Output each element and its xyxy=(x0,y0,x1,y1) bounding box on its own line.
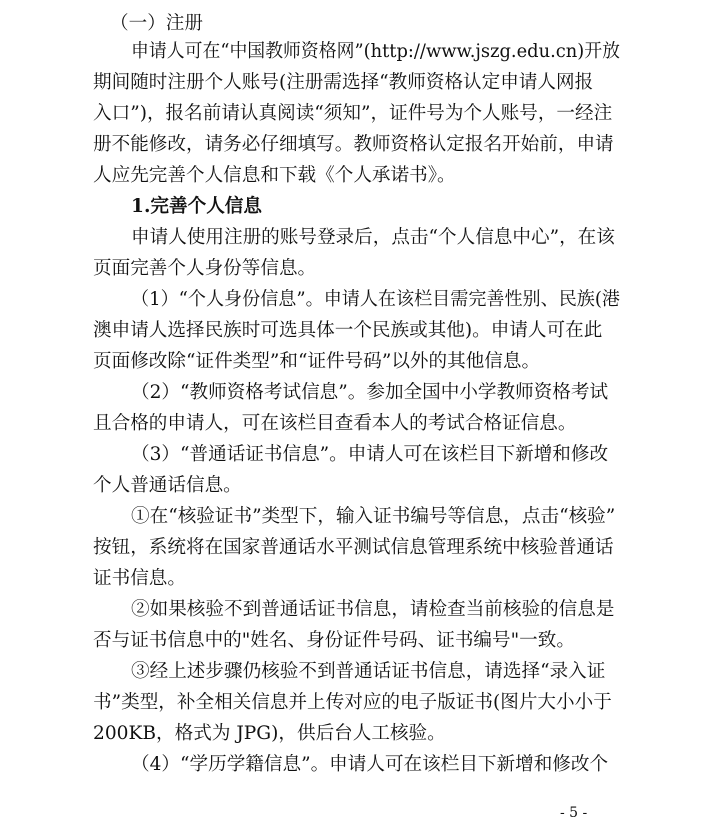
section-heading-registration: （一）注册 xyxy=(110,13,203,34)
paragraph-line: 按钮，系统将在国家普通话水平测试信息管理系统中核验普通话 xyxy=(93,537,614,558)
paragraph-line: 页面完善个人身份等信息。 xyxy=(93,258,317,279)
paragraph-line: 200KB，格式为 JPG)，供后台人工核验。 xyxy=(93,723,446,744)
paragraph-line: 申请人可在“中国教师资格网”(http://www.jszg.edu.cn)开放 xyxy=(131,41,620,62)
paragraph-line: 否与证书信息中的"姓名、身份证件号码、证书编号"一致。 xyxy=(93,630,575,651)
paragraph-line: 入口”)，报名前请认真阅读“须知”，证件号为个人账号，一经注 xyxy=(93,103,613,124)
paragraph-line: 期间随时注册个人账号(注册需选择“教师资格认定申请人网报 xyxy=(93,72,594,93)
paragraph-line: （1）“个人身份信息”。申请人在该栏目需完善性别、民族(港 xyxy=(131,289,621,310)
paragraph-line: ①在“核验证书”类型下，输入证书编号等信息，点击“核验” xyxy=(131,506,616,527)
paragraph-line: 册不能修改，请务必仔细填写。教师资格认定报名开始前，申请 xyxy=(93,134,614,155)
paragraph-line: 澳申请人选择民族时可选具体一个民族或其他)。申请人可在此 xyxy=(93,320,603,341)
paragraph-line: 申请人使用注册的账号登录后，点击“个人信息中心”，在该 xyxy=(131,227,615,248)
paragraph-line: （2）“教师资格考试信息”。参加全国中小学教师资格考试 xyxy=(131,382,609,403)
paragraph-line: 个人普通话信息。 xyxy=(93,475,242,496)
paragraph-line: 页面修改除“证件类型”和“证件号码”以外的其他信息。 xyxy=(93,351,541,372)
page-number: - 5 - xyxy=(560,805,588,821)
paragraph-line: （3）“普通话证书信息”。申请人可在该栏目下新增和修改 xyxy=(131,444,609,465)
paragraph-line: 且合格的申请人，可在该栏目查看本人的考试合格证信息。 xyxy=(93,413,577,434)
paragraph-line: 书”类型，补全相关信息并上传对应的电子版证书(图片大小小于 xyxy=(93,692,612,713)
paragraph-line: 人应先完善个人信息和下载《个人承诺书》。 xyxy=(93,165,456,186)
paragraph-line: 证书信息。 xyxy=(93,568,186,589)
subheading-complete-personal-info: 1.完善个人信息 xyxy=(131,196,262,217)
paragraph-line: （4）“学历学籍信息”。申请人可在该栏目下新增和修改个 xyxy=(131,754,609,775)
paragraph-line: ②如果核验不到普通话证书信息，请检查当前核验的信息是 xyxy=(131,599,615,620)
paragraph-line: ③经上述步骤仍核验不到普通话证书信息，请选择“录入证 xyxy=(131,661,606,682)
